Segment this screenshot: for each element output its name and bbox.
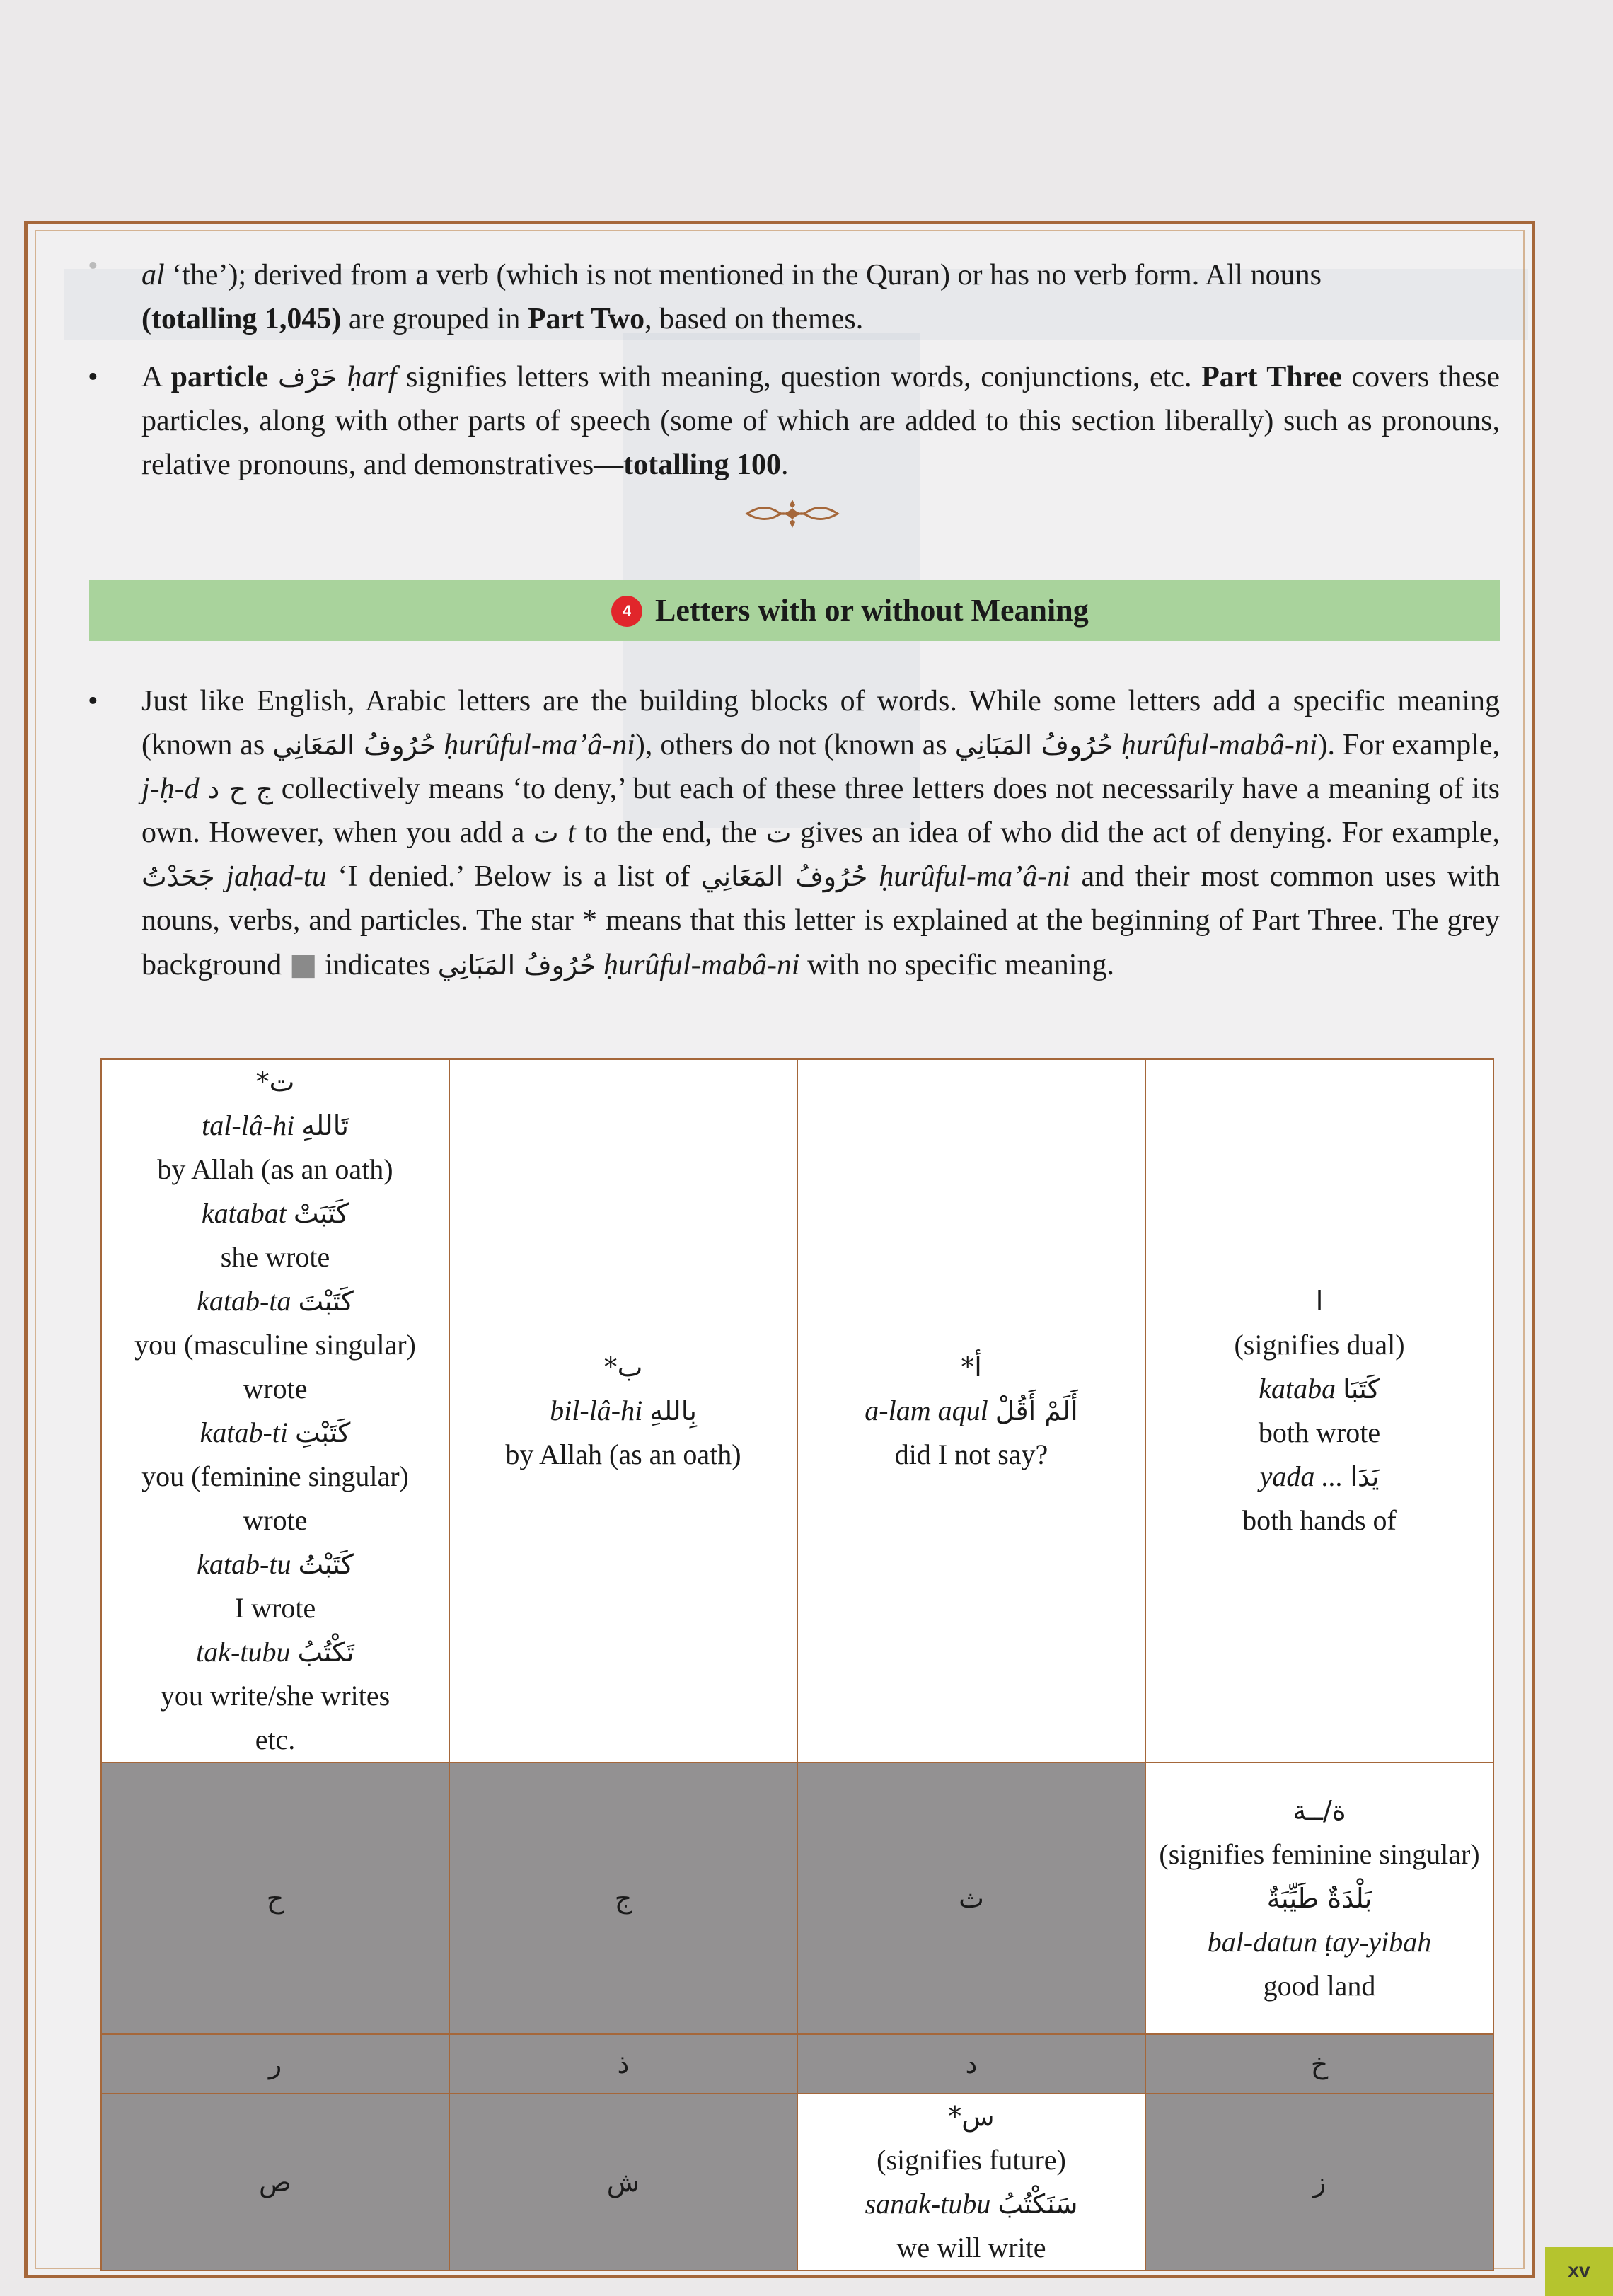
arabic-ta: ت — [765, 817, 792, 848]
intro-line1: ‘the’); derived from a verb (which is not mentioned in the Quran) or has no verb form. All nouns — [164, 259, 1322, 292]
bullet-marker: • — [88, 361, 98, 393]
intro-line2: are grouped in — [341, 303, 528, 335]
arabic-ta: ت — [533, 817, 559, 848]
example-meaning: you write/she writes — [160, 1680, 391, 1712]
letters-text: gives an idea of who did the act of denying. For example, — [791, 817, 1501, 849]
letter-sin: *س — [948, 2101, 995, 2132]
particle-arabic: حَرْف — [277, 362, 337, 393]
particle-part-three: Part Three — [1201, 361, 1342, 393]
example-translit: tak-tubu — [196, 1636, 291, 1668]
letter-jim: ج — [614, 1883, 632, 1914]
cell-ba — [449, 1059, 797, 1763]
example-line — [805, 2182, 1138, 2226]
letter-ha: ح — [266, 1883, 284, 1914]
example-meaning: good land — [1263, 1970, 1376, 2002]
letters-paragraph — [141, 679, 1500, 987]
particle-paragraph — [141, 355, 1500, 487]
example-line — [109, 1411, 441, 1455]
letters-text: indicates — [317, 949, 438, 981]
example-arabic: كَتَبْتُ — [298, 1549, 354, 1580]
cell-ta-marbuta — [1145, 1763, 1493, 2034]
intro-total-nouns: (totalling 1,045) — [141, 303, 342, 335]
translit-hurufulmaani: ḥurûful-ma’â-ni — [879, 860, 1070, 893]
translit-hurufulmabani: ḥurûful-mabâ-ni — [1121, 729, 1318, 761]
letters-text: ), others do not (known as — [635, 729, 955, 761]
letters-text: and their most common uses with nouns, verbs, and particles. The star * means that this letter is explained at the beginning of Part Three. The grey background — [141, 860, 1501, 981]
cell-alif — [1145, 1059, 1493, 1763]
table-row — [101, 2094, 1493, 2271]
cell-dal — [797, 2034, 1145, 2094]
cell-zay — [1145, 2094, 1493, 2271]
cell-sad — [101, 2094, 449, 2271]
example-translit: bil-lâ-hi — [550, 1395, 643, 1426]
example-meaning: you (feminine singular) wrote — [141, 1460, 409, 1536]
example-arabic: كَتَبَتْ — [293, 1198, 349, 1229]
example-meaning: both hands of — [1242, 1504, 1397, 1536]
example-line — [109, 1542, 441, 1586]
particle-pre: A — [141, 361, 171, 393]
letter-dhal: ذ — [617, 2048, 630, 2079]
example-meaning: etc. — [255, 1724, 296, 1755]
example-translit: katab-ta — [197, 1285, 291, 1317]
example-meaning: both wrote — [1258, 1417, 1381, 1448]
example-translit: katabat — [201, 1197, 287, 1229]
example-meaning: you (masculine singular) wrote — [134, 1329, 416, 1404]
section-number-badge: 4 — [611, 596, 642, 627]
letters-text: Just like English, Arabic letters are the building blocks of words. While some letters add a specific meaning (known as — [141, 685, 1500, 761]
letter-kha: خ — [1310, 2048, 1329, 2079]
example-translit: sanak-tubu — [865, 2188, 991, 2220]
example-line — [805, 1389, 1138, 1433]
example-arabic: أَلَمْ أَقُلْ — [995, 1395, 1078, 1426]
letters-text: ‘I denied.’ Below is a list of — [326, 860, 701, 893]
cell-ha — [101, 1763, 449, 2034]
letter-tha: ث — [959, 1883, 984, 1914]
translit-hurufulmabani: ḥurûful-mabâ-ni — [603, 949, 800, 981]
example-arabic: كَتَبْتَ — [298, 1286, 354, 1317]
letter-alif: ا — [1315, 1286, 1324, 1317]
cell-dhal — [449, 2034, 797, 2094]
example-translit: tal-lâ-hi — [202, 1109, 295, 1141]
letter-ta-marbuta: ة/ــة — [1293, 1795, 1346, 1826]
letters-text: ). For example, — [1317, 729, 1501, 761]
example-line — [1153, 1367, 1486, 1411]
particle-word: particle — [170, 361, 269, 393]
page-number: xv — [1545, 2247, 1613, 2296]
letter-ta: *ت — [255, 1066, 295, 1097]
particle-text1: signifies letters with meaning, question words, conjunctions, etc. — [396, 361, 1202, 393]
grey-square-icon: ■ — [289, 947, 318, 981]
translit-hurufulmaani: ḥurûful-ma’â-ni — [444, 729, 635, 761]
cell-sin — [797, 2094, 1145, 2271]
example-meaning: did I not say? — [894, 1438, 1048, 1470]
arabic-hurufulmaani: حُرُوفُ المَعَانِي — [700, 861, 868, 892]
example-translit: katab-ti — [200, 1417, 289, 1448]
section-title: Letters with or without Meaning — [655, 593, 1089, 628]
example-arabic: بَلْدَةٌ طَيِّبَةٌ — [1266, 1883, 1372, 1914]
arabic-jhd: ج ح د — [207, 773, 273, 804]
usage-note: (signifies dual) — [1234, 1329, 1405, 1361]
example-line — [1153, 1455, 1486, 1499]
example-line — [109, 1279, 441, 1323]
table-row — [101, 1059, 1493, 1763]
letter-zay: ز — [1312, 2167, 1326, 2198]
cell-hamza — [797, 1059, 1145, 1763]
cell-ta — [101, 1059, 449, 1763]
letters-text: collectively means ‘to deny,’ but each of these three letters does not necessarily have a meaning of its own. However, when you add a — [141, 773, 1501, 849]
bullet-marker: • — [88, 685, 98, 717]
bullet-marker: • — [88, 250, 98, 282]
letters-text: with no specific meaning. — [799, 949, 1114, 981]
translit-t: t — [567, 817, 576, 849]
example-translit: a-lam aqul — [865, 1395, 988, 1426]
particle-total: totalling 100 — [623, 449, 782, 481]
section-heading-bar — [89, 580, 1500, 641]
usage-note: (signifies feminine singular) — [1159, 1838, 1480, 1870]
intro-paragraph — [141, 253, 1500, 341]
cell-tha — [797, 1763, 1145, 2034]
table-row — [101, 2034, 1493, 2094]
arabic-hurufulmaani: حُرُوفُ المَعَانِي — [272, 729, 437, 761]
table-row — [101, 1763, 1493, 2034]
letter-ba: *ب — [603, 1351, 643, 1383]
cell-jim — [449, 1763, 797, 2034]
arabic-hurufulmabani: حُرُوفُ المَبَانِي — [437, 950, 596, 981]
cell-shin — [449, 2094, 797, 2271]
example-line — [109, 1192, 441, 1235]
letter-sad: ص — [259, 2167, 291, 2198]
usage-note: (signifies future) — [877, 2144, 1066, 2176]
cell-kha — [1145, 2034, 1493, 2094]
letter-hamza: *أ — [961, 1351, 982, 1383]
example-translit: katab-tu — [197, 1548, 291, 1580]
example-translit: kataba — [1259, 1373, 1336, 1404]
example-arabic: كَتَبْتِ — [295, 1417, 351, 1448]
particle-translit: ḥarf — [347, 361, 397, 393]
example-line — [109, 1630, 441, 1674]
letter-ra: ر — [268, 2048, 282, 2079]
translit-jhd: j-ḥ-d — [141, 773, 200, 805]
example-meaning: by Allah (as an oath) — [157, 1153, 393, 1185]
arabic-jahadtu: جَحَدْتُ — [141, 861, 215, 892]
example-meaning: by Allah (as an oath) — [505, 1438, 741, 1470]
example-arabic: كَتَبَا — [1343, 1373, 1380, 1404]
letters-table — [100, 1058, 1494, 2271]
letter-shin: ش — [606, 2167, 640, 2198]
example-arabic: سَنَكْتُبُ — [998, 2188, 1078, 2220]
ornament-divider-icon — [743, 495, 842, 532]
example-meaning: she wrote — [220, 1241, 330, 1273]
example-arabic: تَكْتُبُ — [297, 1637, 354, 1668]
arabic-hurufulmabani: حُرُوفُ المَبَانِي — [954, 729, 1114, 761]
example-line — [457, 1389, 790, 1433]
letters-text: to the end, the — [575, 817, 766, 849]
intro-al: al — [141, 259, 165, 292]
intro-part-two: Part Two — [527, 303, 645, 335]
particle-text2: covers these particles, along with other parts of speech (some of which are added to this section liberally) such as pronouns, relative pronouns, and demonstratives— — [141, 361, 1501, 481]
example-arabic: يَدَا — [1350, 1461, 1380, 1492]
example-meaning: I wrote — [234, 1592, 316, 1624]
letter-dal: د — [965, 2048, 978, 2079]
intro-line2-end: , based on themes. — [644, 303, 864, 335]
example-line — [109, 1104, 441, 1148]
particle-end: . — [781, 449, 789, 481]
translit-jahadtu: jaḥad-tu — [226, 860, 327, 893]
cell-ra — [101, 2034, 449, 2094]
example-arabic: تَاللهِ — [301, 1110, 349, 1141]
example-translit: yada ... — [1259, 1460, 1343, 1492]
example-arabic: بِاللهِ — [649, 1395, 697, 1426]
example-meaning: we will write — [896, 2232, 1046, 2263]
example-translit: bal-datun ṭay-yibah — [1207, 1926, 1432, 1958]
